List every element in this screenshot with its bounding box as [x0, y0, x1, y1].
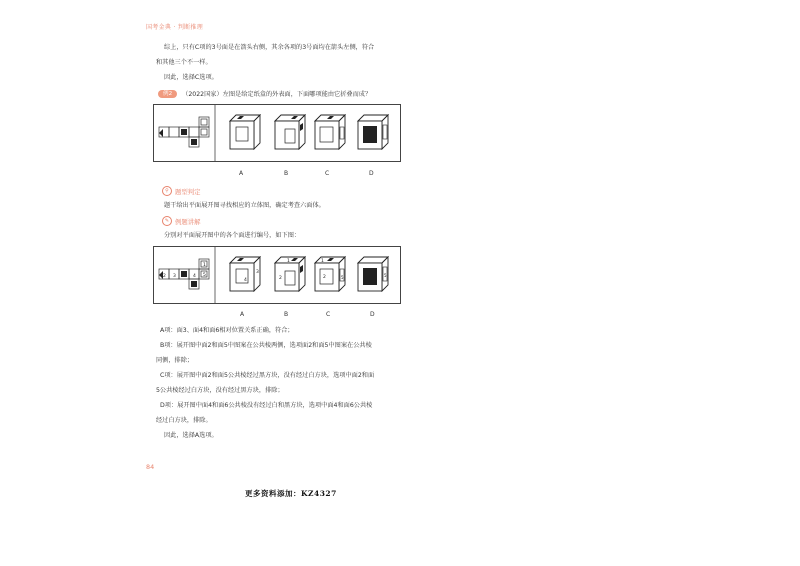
cube-number: 5: [384, 273, 387, 278]
section-explanation: [162, 216, 201, 226]
figure-2: [153, 246, 401, 304]
analysis-option-d-cont: 经过白方块，排除。: [156, 417, 212, 424]
cube-option-b-numbered: [275, 257, 305, 291]
option-label-b: B: [284, 311, 289, 318]
page-number: 84: [146, 463, 155, 471]
paragraph-line: 分别对平面展开图中的各个面进行编号，如下图：: [164, 232, 301, 239]
figure-2-drawing: [154, 247, 400, 303]
net-number: 1: [203, 263, 206, 268]
cube-option-a-numbered: [230, 257, 260, 291]
cube-option-c: [315, 115, 345, 149]
analysis-option-d: D项：展开图中面4和面6公共棱没有经过白和黑方块，选项中面4和面6公共棱: [160, 402, 373, 409]
option-label-c: C: [326, 311, 331, 318]
analysis-option-c: C项：展开图中面2和面5公共棱经过黑方块，没有经过白方块，选项中面2和面: [160, 372, 375, 379]
net-black-square: [191, 139, 197, 145]
option-label-a: A: [240, 311, 245, 318]
paragraph-line: 综上，只有C项的3号面是在箭头右侧，其余各项的3号面均在箭头左侧，符合: [164, 44, 375, 51]
option-label-c: C: [325, 170, 330, 177]
section-title: 例题讲解: [175, 217, 201, 226]
analysis-option-b-cont: 同侧，排除；: [156, 357, 194, 364]
section-title: 题型判定: [175, 187, 201, 196]
cube-number: 2: [323, 275, 326, 280]
conclusion: 因此，选择A选项。: [164, 432, 218, 439]
analysis-option-b: B项：展开图中面2和面5中图案在公共棱两侧，选项面2和面5中图案在公共棱: [160, 342, 372, 349]
cube-option-a: [230, 115, 260, 149]
section-type-judgement: [162, 186, 201, 196]
lightbulb-icon: ✎: [162, 216, 172, 226]
paragraph-line: 和其他三个不一样。: [156, 59, 212, 66]
option-label-d: D: [370, 311, 375, 318]
page-header: 国考金典 · 判断推理: [146, 24, 204, 31]
paragraph-line: 因此，选择C选项。: [164, 74, 218, 81]
option-label-b: B: [284, 170, 289, 177]
net-number: 4: [193, 274, 196, 279]
cube-number: 5: [341, 275, 344, 280]
example-question: [158, 89, 371, 98]
figure-1: [153, 104, 401, 162]
cube-option-c-numbered: [315, 257, 345, 291]
paragraph-line: 题干给出平面展开图寻找相应的立体图，确定考查六面体。: [164, 202, 325, 209]
analysis-option-a: A项：面3、面4和面6相对位置关系正确，符合；: [160, 327, 294, 334]
figure-1-drawing: [154, 105, 400, 161]
net-number: 3: [173, 274, 176, 279]
cube-number: 4: [244, 278, 247, 283]
cube-number: 1: [287, 259, 290, 264]
cube-number: 3: [256, 270, 259, 275]
example-badge: 例2: [158, 90, 177, 98]
net-black-triangle: [159, 129, 163, 137]
magnifier-icon: ⚲: [162, 186, 172, 196]
analysis-option-c-cont: 5公共棱经过白方块，没有经过黑方块，排除；: [156, 387, 284, 394]
net-number: 5: [203, 273, 206, 278]
net-black-square: [181, 129, 187, 135]
cube-option-b: [275, 115, 305, 149]
example-question-text: （2022国家）左图是给定纸盒的外表面，下面哪项能由它折叠而成？: [182, 91, 372, 98]
option-label-a: A: [239, 170, 244, 177]
cube-number: 2: [279, 276, 282, 281]
net-number: 2: [163, 274, 166, 279]
cube-option-d: [358, 115, 388, 149]
option-label-d: D: [369, 170, 374, 177]
cube-number: 1: [321, 259, 324, 264]
footer-contact: 更多资料添加：KZ4327: [245, 489, 337, 498]
net-number: 6: [193, 284, 196, 289]
cube-option-d-numbered: [358, 257, 388, 291]
